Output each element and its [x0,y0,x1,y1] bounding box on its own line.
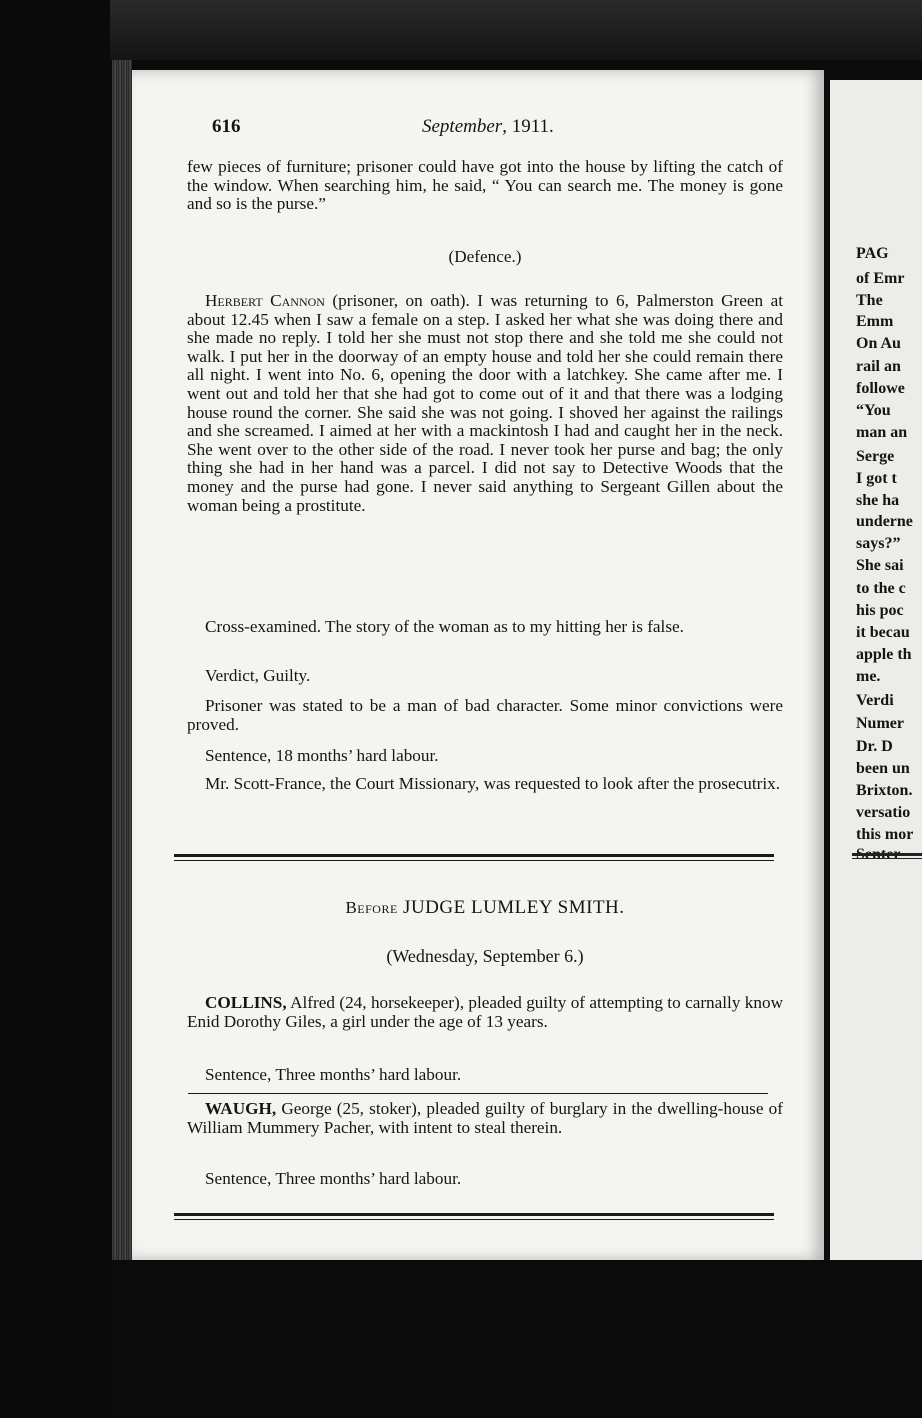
adjacent-page-line: says?” [856,535,901,552]
judge-heading [187,897,783,919]
adjacent-page-line: On Au [856,335,901,352]
book-page [132,70,824,1260]
running-head-month: September [422,116,503,137]
testimony-text: (prisoner, on oath). I was returning to 6, Palmerston Green at about 12.45 when I saw a female on a step. I asked her what she was doing there and she made no reply. I told her she must not stop there and she told me she could not walk. I put her in the doorway of an empty house and told her she could remain there all night. I went into No. 6, opening the door with a latchkey. She came after me. I went out and told her that she had got to come out of it and that there was a lodging house round the corner. She said she was not going. I shoved her against the railings and she screamed. I aimed at her with a mackintosh I had and caught her in the neck. She went over to the other side of the road. I never took her purse and bag; the only thing she had in her hand was a parcel. I did not say to Detective Woods that the money and the purse had gone. I never said anything to Sergeant Gillen about the woman being a prostitute. [187,291,783,515]
cross-examined-paragraph: Cross-examined. The story of the woman as to my hitting her is false. [205,617,684,636]
adjacent-page-line: man an [856,424,908,441]
defendant-name: COLLINS, [205,993,287,1012]
adjacent-page-line: Numer [856,715,904,732]
scan-frame-top [0,0,922,60]
section-divider-thin [174,860,774,861]
adjacent-page-line: PAG [856,245,889,262]
date-line: (Wednesday, September 6.) [386,946,584,966]
adjacent-page-line: it becau [856,624,910,641]
judge-before: Before [345,898,398,917]
adjacent-page [830,80,922,1260]
adjacent-page-rule-thin [852,858,922,859]
adjacent-page-rule [852,853,922,856]
adjacent-page-line: this mor [856,826,914,843]
adjacent-page-line: to the c [856,580,906,597]
adjacent-page-line: Brixton. [856,782,913,799]
adjacent-page-line: followe [856,380,905,397]
verdict-paragraph: Verdict, Guilty. [205,666,311,685]
waugh-case-text: George (25, stoker), pleaded guilty of burglary in the dwelling-house of William Mummery Pacher, with intent to steal therein. [187,1099,783,1137]
adjacent-page-line: She sai [856,557,904,574]
judge-name: JUDGE LUMLEY SMITH. [403,897,625,918]
sentence-paragraph: Sentence, 18 months’ hard labour. [205,746,439,765]
adjacent-page-line: Dr. D [856,738,893,755]
running-head [422,116,554,138]
continuation-paragraph: few pieces of furniture; prisoner could have got into the house by lifting the catch of the window. When searching him, he said, “ You can search me. The money is gone and so is the purse.” [187,157,783,214]
collins-sentence: Sentence, Three months’ hard labour. [205,1065,462,1084]
adjacent-page-line: me. [856,668,881,685]
adjacent-page-line: The [856,292,883,309]
page-number: 616 [212,116,241,137]
missionary-paragraph: Mr. Scott-France, the Court Missionary, was requested to look after the prosecutrix. [205,774,781,793]
testimony-paragraph [187,292,783,515]
running-head-year: , 1911. [502,116,554,137]
scan-frame-left [0,0,110,1418]
adjacent-page-line: his poc [856,602,904,619]
adjacent-page-line: of Emr [856,270,905,287]
adjacent-page-line: rail an [856,358,901,375]
section-divider-thick [174,854,774,857]
adjacent-page-line: “You [856,402,891,419]
adjacent-page-line: underne [856,513,913,530]
collins-case-paragraph [187,994,783,1031]
adjacent-page-line: Emm [856,313,894,330]
page-header [212,116,792,146]
end-divider-thick [174,1213,774,1216]
adjacent-page-line: Serge [856,448,895,465]
end-divider-thin [174,1219,774,1220]
adjacent-page-line: I got t [856,470,897,487]
waugh-case-paragraph [187,1100,783,1137]
collins-case-text: Alfred (24, horsekeeper), pleaded guilty of attempting to carnally know Enid Dorothy Giles, a girl under the age of 13 years. [187,993,783,1031]
adjacent-page-line: she ha [856,492,900,509]
adjacent-page-line: Verdi [856,692,894,709]
character-paragraph: Prisoner was stated to be a man of bad character. Some minor convictions were proved. [187,696,783,734]
defence-heading: (Defence.) [448,247,522,266]
defendant-name: WAUGH, [205,1099,277,1118]
adjacent-page-line: apple th [856,646,912,663]
case-divider [188,1093,768,1094]
speaker-name: Herbert Cannon [205,291,325,310]
adjacent-page-line: been un [856,760,910,777]
book-page-edges [112,60,132,1260]
adjacent-page-line: versatio [856,804,911,821]
waugh-sentence: Sentence, Three months’ hard labour. [205,1169,462,1188]
